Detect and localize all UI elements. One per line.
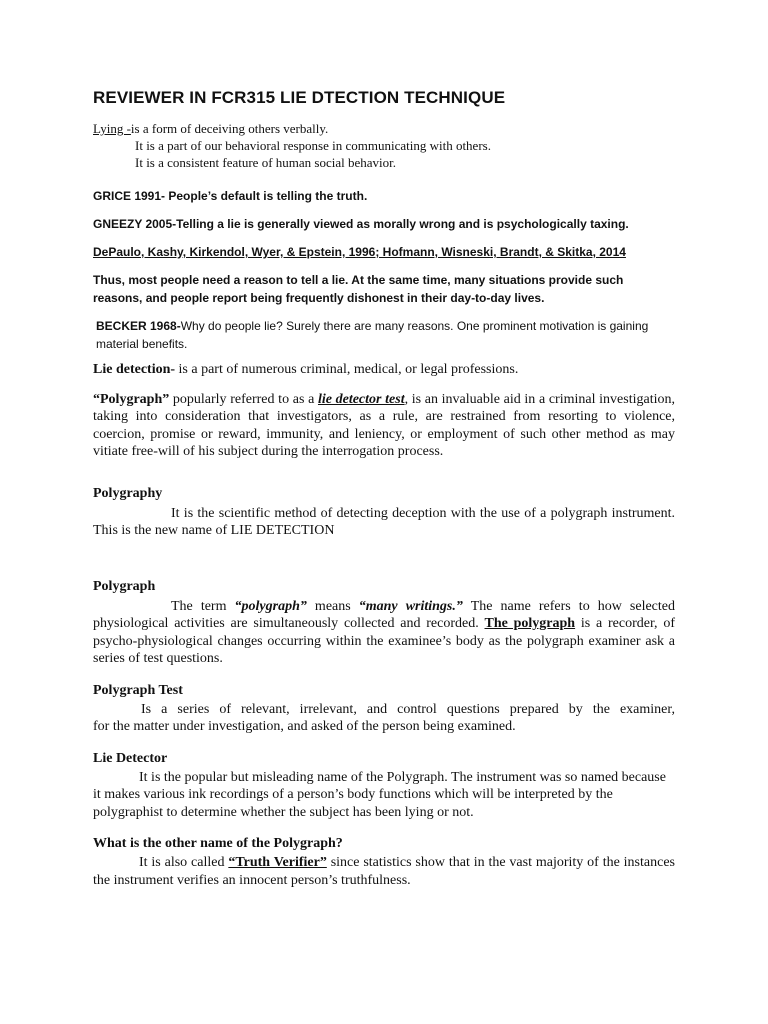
polygraph-meaning: “many writings.” bbox=[358, 598, 463, 614]
gneezy-citation bbox=[93, 215, 675, 233]
lie-detection-definition bbox=[93, 361, 675, 379]
polygraph-text-4: is a recorder, of psycho-physiological changes occurring within the examinee’s body as the polygraph examiner ask a series of test questions. bbox=[93, 616, 675, 666]
lying-term: Lying - bbox=[93, 121, 131, 136]
depaulo-citation: DePaulo, Kashy, Kirkendol, Wyer, & Epstein, 1996; Hofmann, Wisneski, Brandt, & Skitka, 2014 bbox=[93, 245, 626, 259]
grice-citation: GRICE 1991- People’s default is telling the truth. bbox=[93, 189, 368, 203]
polygraph-text-1: The term bbox=[171, 598, 235, 614]
lying-definition bbox=[93, 120, 675, 137]
document-title: REVIEWER IN FCR315 LIE DTECTION TECHNIQUE bbox=[93, 88, 506, 107]
polygraph-text bbox=[93, 598, 675, 668]
document-page bbox=[93, 88, 675, 889]
lying-line-3: It is a consistent feature of human social behavior. bbox=[135, 155, 397, 170]
polygraphy-heading: Polygraphy bbox=[93, 485, 163, 501]
other-name-text bbox=[93, 854, 675, 889]
lie-detector-test-term: lie detector test bbox=[317, 391, 405, 407]
polygraph-strong: The polygraph bbox=[484, 616, 576, 631]
other-name-text-1: It is also called bbox=[139, 855, 229, 870]
lying-line-2: It is a part of our behavioral response in communicating with others. bbox=[135, 138, 491, 153]
polygraph-term: “polygraph” bbox=[234, 598, 307, 614]
truth-verifier-term: “Truth Verifier” bbox=[228, 855, 327, 870]
polygraph-heading: Polygraph bbox=[93, 578, 156, 594]
polygraph-test-heading: Polygraph Test bbox=[93, 682, 183, 698]
polygraphy-text: It is the scientific method of detecting deception with the use of a polygraph instrument. This is the new name of LIE DETECTION bbox=[93, 505, 675, 538]
lie-detection-text: is a part of numerous criminal, medical, or legal professions. bbox=[175, 362, 519, 377]
thus-paragraph: Thus, most people need a reason to tell a lie. At the same time, many situations provide such reasons, and people report being frequently dishonest in their day-to-day lives. bbox=[93, 273, 624, 305]
polygraph-intro-text-1: popularly referred to as a bbox=[169, 391, 318, 407]
other-name-heading: What is the other name of the Polygraph? bbox=[93, 836, 343, 851]
polygraph-text-3: The name refers to how selected physiological activities are simultaneously collected and recorded. bbox=[93, 598, 675, 631]
gneezy-head: GNEEZY 2005- bbox=[93, 217, 177, 231]
gneezy-text: Telling a lie is generally viewed as morally wrong and is psychologically taxing. bbox=[176, 217, 629, 231]
polygraph-intro-text-2: , is an invaluable aid in a criminal investigation, taking into consideration that investigators, as a rule, are restrained from resorting to violence, coercion, promise or reward, immunity, and leniency, or employment of such other method as may vitiate free-will of his subject during the interrogation process. bbox=[93, 391, 675, 459]
lie-detection-term: Lie detection- bbox=[93, 362, 176, 377]
lie-detector-text: It is the popular but misleading name of the Polygraph. The instrument was so named because it makes various ink recordings of a person’s body functions which will be interpreted by the polygraphist to determine whether the subject has been lying or not. bbox=[93, 769, 666, 820]
polygraph-test-line-1: Is a series of relevant, irrelevant, and control questions prepared by the examiner, bbox=[141, 701, 675, 717]
becker-head: BECKER 1968- bbox=[96, 319, 181, 333]
lying-definition-text: is a form of deceiving others verbally. bbox=[130, 121, 329, 136]
polygraph-test-line-2: for the matter under investigation, and asked of the person being examined. bbox=[93, 719, 516, 734]
lie-detector-heading: Lie Detector bbox=[93, 750, 168, 766]
becker-text: Why do people lie? Surely there are many reasons. One prominent motivation is gaining material benefits. bbox=[96, 319, 649, 351]
other-name-text-2: since statistics show that in the vast majority of the instances the instrument verifies an innocent person’s truthfulness. bbox=[93, 855, 675, 888]
becker-citation bbox=[93, 317, 675, 353]
polygraph-text-2: means bbox=[306, 598, 359, 614]
polygraph-intro-term: “Polygraph” bbox=[93, 391, 170, 407]
polygraph-intro bbox=[93, 391, 675, 461]
